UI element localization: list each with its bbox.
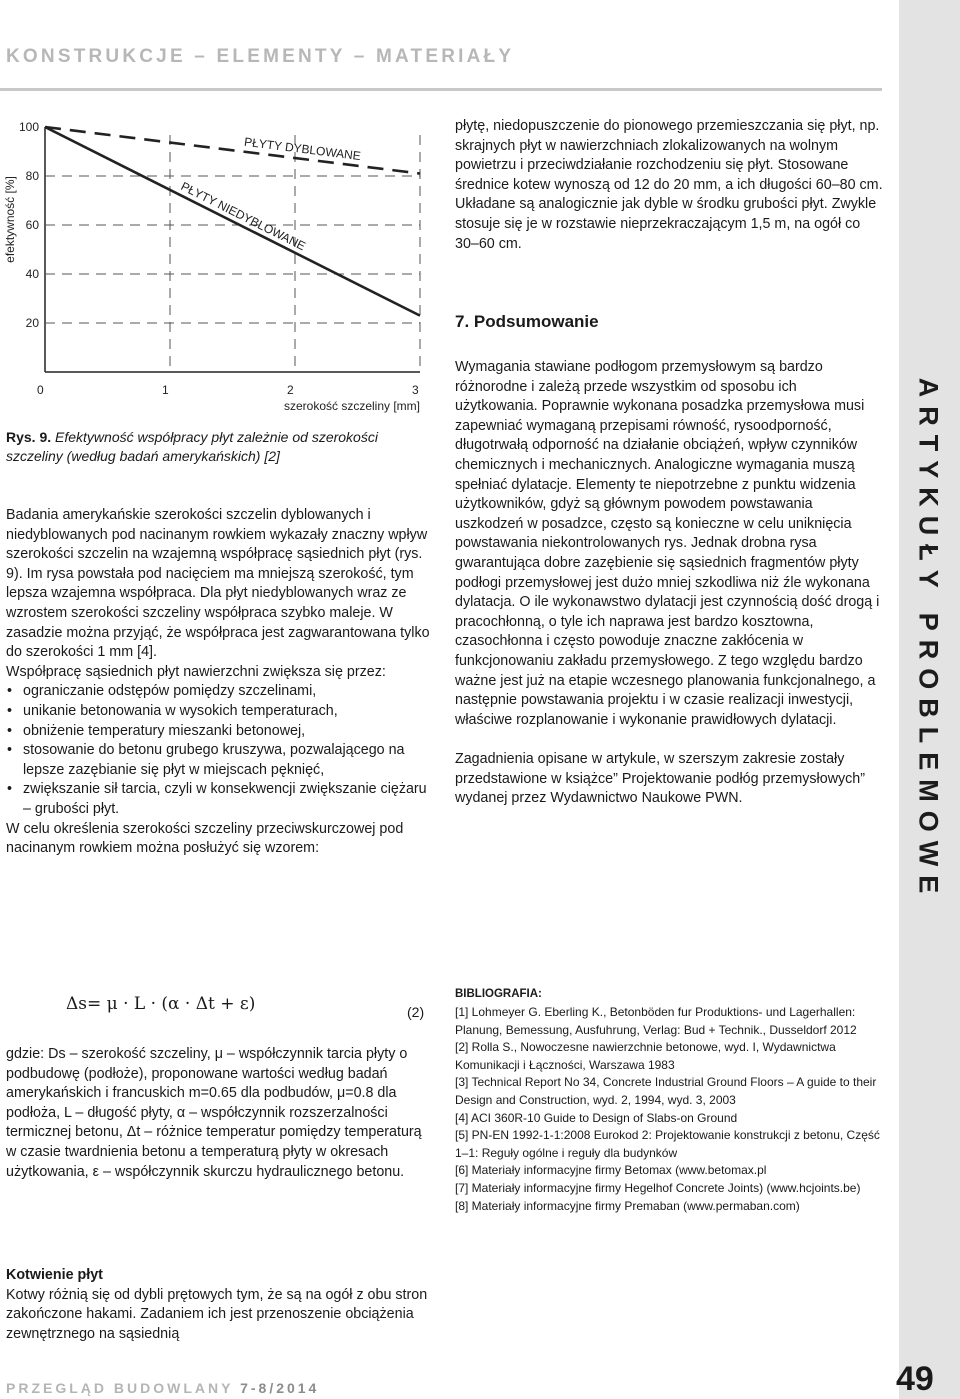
y-tick-label: 60 (25, 218, 39, 232)
effectiveness-chart (0, 112, 440, 418)
figure-caption-text: Efektywność współpracy płyt zależnie od szerokości szczeliny (według badań amerykańskich) [2] (6, 429, 378, 464)
bibliography-title: BIBLIOGRAFIA: (455, 988, 542, 1000)
bibliography-item: [4] ACI 360R-10 Guide to Design of Slabs-on Ground (455, 1110, 738, 1125)
paragraph: Współpracę sąsiednich płyt nawierzchni zwiększa się przez: (6, 663, 386, 680)
footer-issue: 7-8/2014 (240, 1380, 320, 1396)
anchors-section (6, 1266, 431, 1344)
bibliography-item: [1] Lohmeyer G. Eberling K., Betonböden fur Produktions- und Lagerhallen: Planung, Bemessung, Ausfuhrung, Verlag: Bud + Technik., Dusseldorf 2012 (455, 1005, 857, 1037)
paragraph: Kotwy różnią się od dybli prętowych tym, że są na ogół z obu stron zakończone hakami. Zadaniem ich jest przenoszenie obciążenia zewnętrznego na sąsiednią (6, 1286, 428, 1342)
list-item: • obniżenie temperatury mieszanki betonowej, (6, 722, 431, 742)
measures-list (6, 682, 431, 819)
x-tick-label: 0 (37, 383, 44, 397)
series-line-dowelled (45, 127, 420, 174)
x-tick-label: 3 (412, 383, 419, 397)
y-tick-label: 40 (25, 267, 39, 281)
footer-journal: PRZEGLĄD BUDOWLANY (6, 1380, 234, 1396)
x-tick-label: 1 (162, 383, 169, 397)
footer (6, 1380, 319, 1396)
series-label-undowelled: PŁYTY NIEDYBLOWANE (178, 179, 308, 254)
x-tick-label: 2 (287, 383, 294, 397)
section-label-vertical: ARTYKUŁY PROBLEMOWE (913, 377, 944, 903)
y-tick-label: 20 (25, 316, 39, 330)
bibliography-item: [8] Materiały informacyjne firmy Premaban (www.permaban.com) (455, 1198, 800, 1213)
summary-body (455, 358, 883, 809)
paragraph: Badania amerykańskie szerokości szczelin dyblowanych i niedyblowanych pod nacinanym rowkiem wykazały znaczny wpływ szerokości szczelin na wzajemną współpracę sąsiednich płyt (rys. 9). Im rysa powstała pod nacięciem ma mniejszą szerokość, tym lepsza wzajemna współpraca. Dla płyt niedyblowanych wraz ze wzrostem szerokości szczeliny współpraca szybko maleje. W zasadzie można przyjąć, że współpraca jest zagwarantowana tylko do szerokości 1 mm [4]. (6, 507, 430, 661)
bibliography-item: [6] Materiały informacyjne firmy Betomax (www.betomax.pl (455, 1163, 767, 1178)
list-item: • unikanie betonowania w wysokich temperaturach, (6, 702, 431, 722)
running-header: KONSTRUKCJE – ELEMENTY – MATERIAŁY (6, 46, 515, 67)
list-item: • ograniczanie odstępów pomiędzy szczelinami, (6, 682, 431, 702)
formula: Δs= μ · L · (α · Δt + ε) (66, 994, 256, 1014)
paragraph: Wymagania stawiane podłogom przemysłowym są bardzo różnorodne i zależą przede wszystkim od sposobu ich użytkowania. Poprawnie wykonana posadzka przemysłowa musi zapewniać wymaganą przepisami równość, rysoodporność, długotrwałą odporność na działanie obciążeń, wpływ czynników chemicznych i mechanicznych. Analogiczne wymagania muszą spełniać dylatacje. Elementy te niepotrzebne z punktu widzenia użytkowników, gdyż są głównym powodem powstawania uszkodzeń w posadzce, często są konieczne w celu uniknięcia powstawania niekontrolowanych rys. Jednak drobna rysa gwarantująca dobre zazębienie się sąsiednich fragmentów płyty podłogi przemysłowej jest dużo mniej szkodliwa niż źle wykonana dylatacja. O ile wykonawstwo dylatacji jest czynnością dość drogą i pracochłonną, o tyle ich naprawa jest bardzo kosztowna, czasochłonna i często powoduje znaczne zakłócenia w funkcjonowaniu zakładu przemysłowego. Z tego względu bardzo ważne jest już na etapie wczesnego planowania funkcjonalnego, a następnie powstawania projektu i w czasie realizacji inwestycji, właściwe rozplanowanie i wykonanie prawidłowych dylatacji. (455, 359, 880, 728)
paragraph: płytę, niedopuszczenie do pionowego przemieszczania się płyt, np. skrajnych płyt w nawierzchniach zlokalizowanych na wolnym powietrzu i przeciwdziałanie rozchodzeniu się płyt. Stosowane średnice kotew wynoszą od 12 do 20 mm, a ich długości 60–80 cm. Układane są analogicznie jak dyble w środku grubości płyt. Zwykle stosuje się je w rozstawie nieprzekraczającym 1,5 m, na ogół co 30–60 cm. (455, 118, 883, 252)
page-number: 49 (896, 1360, 934, 1398)
y-axis-label: efektywność [%] (3, 176, 17, 263)
bibliography-item: [2] Rolla S., Nowoczesne nawierzchnie betonowe, wyd. I, Wydawnictwa Komunikacji i Łączności, Warszawa 1983 (455, 1040, 836, 1072)
figure-label: Rys. 9. (6, 429, 52, 445)
y-tick-label: 100 (18, 120, 39, 134)
bibliography-item: [5] PN-EN 1992-1-1:2008 Eurokod 2: Projektowanie konstrukcji z betonu, Część 1–1: Reguły ogólne i reguły dla budynków (455, 1128, 880, 1160)
list-item: • stosowanie do betonu grubego kruszywa, pozwalającego na lepsze zazębianie się płyt w miejscach pęknięć, (6, 741, 431, 780)
list-item: • zwiększanie sił tarcia, czyli w konsekwencji zwiększanie ciężaru – grubości płyt. (6, 780, 431, 819)
x-axis-label: szerokość szczeliny [mm] (283, 399, 420, 413)
paragraph: Zagadnienia opisane w artykule, w szerszym zakresie zostały przedstawione w książce” Projektowanie podłóg przemysłowych” wydanej przez Wydawnictwo Naukowe PWN. (455, 751, 866, 807)
bibliography-item: [3] Technical Report No 34, Concrete Industrial Ground Floors – A guide to their Design and Construction, wyd. 2, 1994, wyd. 3, 2003 (455, 1075, 877, 1107)
left-column-body (6, 506, 431, 859)
bibliography-item: [7] Materiały informacyjne firmy Hegelhof Concrete Joints) (www.hcjoints.be) (455, 1180, 861, 1195)
figure-caption (6, 428, 431, 466)
bibliography-list (455, 1004, 883, 1215)
formula-legend: gdzie: Ds – szerokość szczeliny, μ – współczynnik tarcia płyty o podbudowę (podłoże), proponowane wartości według badań amerykańskich i francuskich m=0.65 dla podbudów, μ=0.8 dla podłoża, L – długość płyty, α – współczynnik rozszerzalności termicznej betonu, Δt – różnice temperatur pomiędzy temperaturą w czasie twardnienia betonu a temperaturą płyty w okresach użytkowania, ε – współczynnik skurczu hydraulicznego betonu. (6, 1046, 422, 1180)
section-heading-summary: 7. Podsumowanie (455, 312, 599, 331)
series-label-dowelled: PŁYTY DYBLOWANE (243, 134, 362, 164)
y-tick-label: 80 (25, 169, 39, 183)
section-heading: Kotwienie płyt (6, 1267, 103, 1283)
formula-number: (2) (407, 1004, 425, 1020)
series-line-undowelled (45, 127, 420, 316)
paragraph: W celu określenia szerokości szczeliny przeciwskurczowej pod nacinanym rowkiem można posłużyć się wzorem: (6, 820, 404, 857)
header-rule (0, 88, 882, 91)
